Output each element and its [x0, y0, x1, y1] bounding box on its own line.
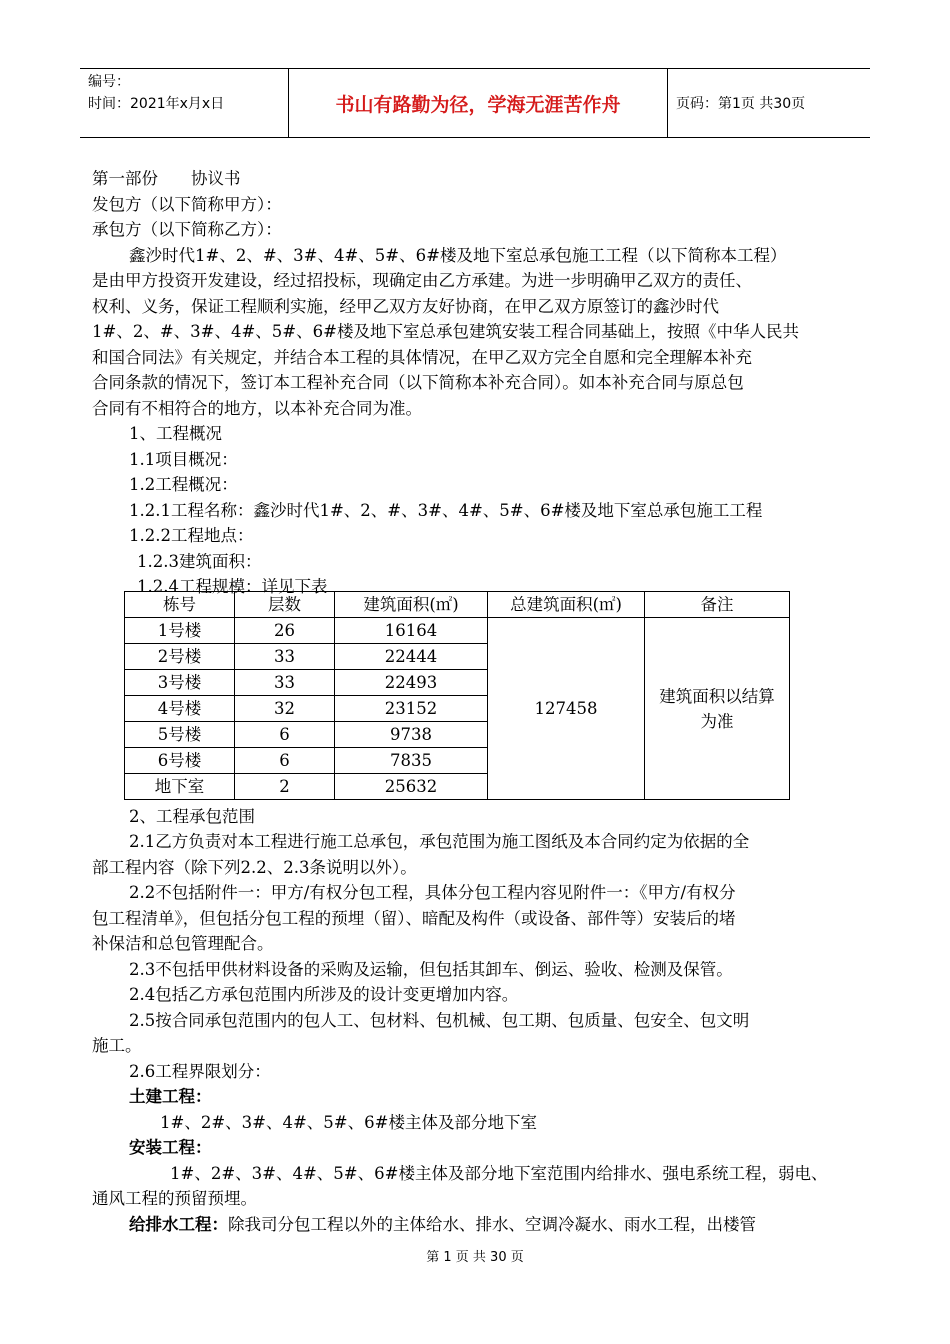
- paragraph-line: 是由甲方投资开发建设，经过招投标，现确定由乙方承建。为进一步明确甲乙双方的责任、: [92, 271, 752, 290]
- table-header-cell: 总建筑面积(㎡): [488, 592, 645, 618]
- paragraph-line: 和国合同法》有关规定，并结合本工程的具体情况，在甲乙双方完全自愿和完全理解本补充: [92, 347, 752, 367]
- paragraph-line: 2.3不包括甲供材料设备的采购及运输，但包括其卸车、倒运、验收、检测及保管。: [129, 959, 733, 979]
- paragraph-line: 2.2不包括附件一：甲方/有权分包工程，具体分包工程内容见附件一：《甲方/有权分: [129, 883, 736, 902]
- table-header-cell: 建筑面积(㎡): [335, 592, 488, 618]
- paragraph-line: 2.4包括乙方承包范围内所涉及的设计变更增加内容。: [129, 985, 519, 1004]
- table-cell: 32: [235, 696, 335, 722]
- paragraph-line: 1.2.2工程地点：: [129, 526, 254, 545]
- table-cell: 2: [235, 774, 335, 800]
- table-header-cell: 层数: [235, 592, 335, 618]
- paragraph-line: 1.2.1工程名称：鑫沙时代1#、2、#、3#、4#、5#、6#楼及地下室总承包施工工程: [129, 500, 763, 520]
- paragraph-line: 1.1项目概况：: [129, 449, 238, 469]
- table-cell: 26: [235, 618, 335, 644]
- water-text: 除我司分包工程以外的主体给水、排水、空调冷凝水、雨水工程，出楼管: [228, 1214, 756, 1234]
- table-cell: 25632: [335, 774, 488, 800]
- install-title: 安装工程：: [129, 1138, 212, 1157]
- table-cell: 4号楼: [125, 696, 235, 722]
- paragraph-line: 2、工程承包范围: [129, 806, 255, 826]
- table-header-cell: 栋号: [125, 592, 235, 618]
- table-cell: 23152: [335, 696, 488, 722]
- remark-cell: 建筑面积以结算为准: [645, 618, 790, 800]
- table-cell: 2号楼: [125, 644, 235, 670]
- table-header-cell: 备注: [645, 592, 790, 618]
- paragraph-line: 施工。: [92, 1036, 142, 1055]
- paragraph-line: 权利、义务，保证工程顺利实施，经甲乙双方友好协商，在甲乙双方原签订的鑫沙时代: [92, 296, 719, 316]
- table-cell: 1号楼: [125, 618, 235, 644]
- table-cell: 33: [235, 670, 335, 696]
- building-area-table: [124, 591, 790, 800]
- paragraph-line: 第一部份 协议书: [92, 169, 241, 188]
- table-cell: 7835: [335, 748, 488, 774]
- table-cell: 16164: [335, 618, 488, 644]
- paragraph-line: 1.2.4工程规模：详见下表: [137, 577, 328, 596]
- header-meta: [80, 69, 289, 137]
- paragraph-line: 1.2工程概况：: [129, 475, 238, 494]
- table-cell: 6号楼: [125, 748, 235, 774]
- paragraph-line: 1、工程概况: [129, 424, 222, 443]
- paragraph-line: 发包方（以下简称甲方）：: [92, 194, 282, 214]
- table-cell: 33: [235, 644, 335, 670]
- paragraph-line: 2.6工程界限划分：: [129, 1061, 271, 1081]
- table-cell: 5号楼: [125, 722, 235, 748]
- table-cell: 9738: [335, 722, 488, 748]
- water-title: 给排水工程：: [129, 1214, 228, 1234]
- civil-text: 1#、2#、3#、4#、5#、6#楼主体及部分地下室: [160, 1112, 537, 1132]
- paragraph-line: 1.2.3建筑面积：: [137, 551, 262, 571]
- install-text-1: 1#、2#、3#、4#、5#、6#楼主体及部分地下室范围内给排水、强电系统工程，弱电、: [170, 1163, 828, 1183]
- page-footer: 第 1 页 共 30 页: [426, 1250, 524, 1265]
- header-page-info: 页码：第1页 共30页: [676, 96, 806, 112]
- section-intro: [92, 166, 872, 600]
- paragraph-line: 部工程内容（除下列2.2、2.3条说明以外）。: [92, 857, 417, 877]
- paragraph-line: 补保洁和总包管理配合。: [92, 934, 274, 953]
- table-cell: 6: [235, 748, 335, 774]
- civil-title: 土建工程：: [129, 1087, 212, 1106]
- table-cell: 22444: [335, 644, 488, 670]
- paragraph-line: 2.5按合同承包范围内的包人工、包材料、包机械、包工期、包质量、包安全、包文明: [129, 1010, 750, 1030]
- water-line: [92, 1212, 872, 1238]
- paragraph-line: 包工程清单》，但包括分包工程的预埋（留）、暗配及构件（或设备、部件等）安装后的堵: [92, 908, 736, 928]
- paragraph-line: 合同有不相符合的地方，以本补充合同为准。: [92, 398, 422, 418]
- number-label: 编号：: [88, 74, 130, 90]
- time-label: 时间：2021年x月x日: [88, 96, 225, 112]
- table-cell: 3号楼: [125, 670, 235, 696]
- paragraph-line: 2.1乙方负责对本工程进行施工总承包，承包范围为施工图纸及本合同约定为依据的全: [129, 832, 750, 851]
- paragraph-line: 1#、2、#、3#、4#、5#、6#楼及地下室总承包建筑安装工程合同基础上，按照《中华人民共: [92, 322, 799, 341]
- paragraph-line: 鑫沙时代1#、2、#、3#、4#、5#、6#楼及地下室总承包施工工程（以下简称本工程）: [129, 245, 787, 265]
- table-header-row: [125, 592, 790, 618]
- total-area-cell: 127458: [488, 618, 645, 800]
- header-motto: 书山有路勤为径，学海无涯苦作舟: [289, 69, 668, 137]
- table-row: [125, 618, 790, 644]
- table-cell: 6: [235, 722, 335, 748]
- paragraph-line: 承包方（以下简称乙方）：: [92, 220, 282, 239]
- install-text-2: 通风工程的预留预埋。: [92, 1189, 257, 1208]
- table-cell: 22493: [335, 670, 488, 696]
- page-header: [80, 68, 870, 138]
- section-scope: [92, 804, 872, 1085]
- table-cell: 地下室: [125, 774, 235, 800]
- paragraph-line: 合同条款的情况下，签订本工程补充合同（以下简称本补充合同）。如本补充合同与原总包: [92, 373, 744, 392]
